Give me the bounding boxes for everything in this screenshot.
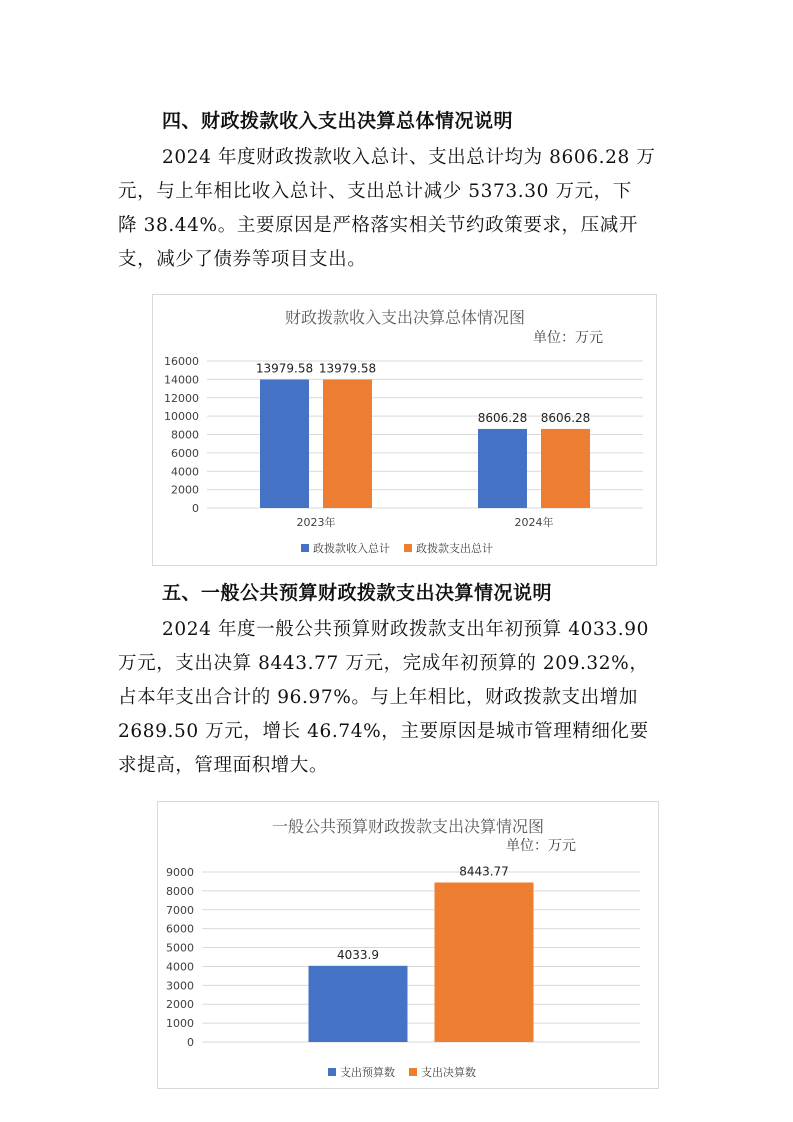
chart-general-budget [157,801,659,1089]
section5-para-line: 2024 年度一般公共预算财政拨款支出年初预算 4033.90 [162,619,649,640]
data-label: 8606.28 [477,410,528,425]
y-tick-label: 6000 [171,446,199,460]
chart-unit: 单位：万元 [533,330,603,346]
chart-gridlines [202,872,640,1042]
section5-para-line: 万元，支出决算 8443.77 万元，完成年初预算的 209.32%， [118,653,649,674]
y-tick-label: 2000 [166,998,194,1012]
section4-para-line: 支，减少了债券等项目支出。 [118,249,367,270]
bar [323,380,372,508]
y-tick-label: 9000 [166,866,194,879]
legend-label: 支出预算数 [340,1066,395,1079]
y-tick-label: 0 [187,1036,194,1049]
legend-label: 支出决算数 [421,1066,476,1079]
y-tick-label: 1000 [166,1017,194,1031]
chart-unit: 单位：万元 [506,838,576,854]
data-label: 4033.9 [337,947,379,962]
y-tick-label: 4000 [171,465,199,479]
section4-heading: 四、财政拨款收入支出决算总体情况说明 [162,110,514,132]
y-tick-label: 4000 [166,960,194,974]
chart-y-axis [166,866,194,1049]
data-label: 8606.28 [540,410,591,425]
bar [541,429,590,508]
x-tick-label: 2023年 [296,516,336,529]
section4-para-line: 2024 年度财政拨款收入总计、支出总计均为 8606.28 万 [162,147,656,168]
chart-x-axis [297,515,554,529]
bar [309,966,408,1042]
y-tick-label: 8000 [171,428,199,442]
chart-title: 一般公共预算财政拨款支出决算情况图 [271,817,545,836]
chart-title: 财政拨款收入支出决算总体情况图 [284,308,526,327]
y-tick-label: 8000 [166,884,194,898]
chart-legend [328,1065,476,1079]
chart-legend [301,541,493,555]
legend-swatch [301,544,309,552]
y-tick-label: 14000 [164,373,199,387]
y-tick-label: 16000 [164,355,199,368]
y-tick-label: 7000 [166,903,194,917]
section4-para-line: 元，与上年相比收入总计、支出总计减少 5373.30 万元，下 [118,181,632,202]
bar [478,429,527,508]
section5-para-line: 2689.50 万元，增长 46.74%，主要原因是城市管理精细化要 [118,721,649,742]
legend-label: 政拨款收入总计 [313,542,390,555]
chart-general-budget-svg [158,802,658,1088]
legend-swatch [404,544,412,552]
section4-para-line: 降 38.44%。主要原因是严格落实相关节约政策要求，压减开 [118,215,638,236]
data-label: 8443.77 [459,864,509,879]
y-tick-label: 0 [192,502,199,515]
y-tick-label: 3000 [166,979,194,993]
chart-overall-svg [153,295,656,565]
chart-overall [152,294,657,566]
data-label: 13979.58 [255,361,314,376]
y-tick-label: 6000 [166,922,194,936]
data-label: 13979.58 [318,361,377,376]
legend-label: 政拨款支出总计 [416,542,493,555]
x-tick-label: 2024年 [514,516,554,529]
y-tick-label: 5000 [166,941,194,955]
y-tick-label: 10000 [164,410,199,424]
bar [435,883,534,1042]
y-tick-label: 2000 [171,483,199,497]
bar [260,380,309,508]
legend-swatch [409,1068,417,1076]
legend-swatch [328,1068,336,1076]
chart-y-axis [164,355,199,515]
section5-heading: 五、一般公共预算财政拨款支出决算情况说明 [162,582,553,604]
y-tick-label: 12000 [164,391,199,405]
section5-para-line: 占本年支出合计的 96.97%。与上年相比，财政拨款支出增加 [118,687,638,708]
section5-para-line: 求提高，管理面积增大。 [118,755,329,776]
